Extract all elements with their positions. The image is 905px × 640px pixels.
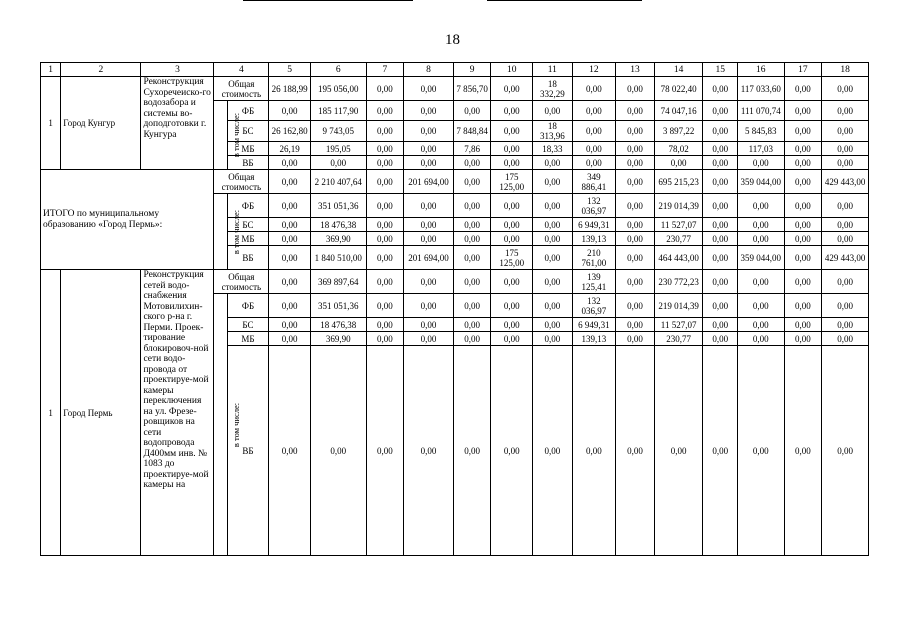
value-cell: 117 033,60 [737,77,784,101]
column-number: 13 [616,63,655,77]
funding-source: МБ [227,142,269,156]
value-cell: 0,00 [703,346,738,556]
value-cell: 0,00 [366,77,404,101]
column-number: 10 [491,63,533,77]
value-cell: 0,00 [616,218,655,232]
value-cell: 0,00 [616,142,655,156]
value-cell: 0,00 [533,318,573,332]
funding-source: ФБ [227,194,269,218]
value-cell: 0,00 [533,232,573,246]
value-cell: 0,00 [784,156,822,170]
value-cell: 0,00 [616,194,655,218]
value-cell: 0,00 [572,77,616,101]
value-cell: 0,00 [572,142,616,156]
value-cell: 0,00 [491,194,533,218]
value-cell: 0,00 [453,194,491,218]
value-cell: 695 215,23 [654,170,703,194]
table-row [41,170,869,194]
value-cell: 369,90 [310,332,366,346]
value-cell: 0,00 [784,77,822,101]
value-cell: 0,00 [616,332,655,346]
value-cell: 2 210 407,64 [310,170,366,194]
value-cell: 0,00 [491,318,533,332]
value-cell: 0,00 [453,332,491,346]
value-cell: 26 162,80 [269,121,311,142]
value-cell: 18 476,38 [310,218,366,232]
value-cell: 0,00 [366,101,404,121]
value-cell: 0,00 [366,332,404,346]
budget-table [40,62,869,556]
value-cell: 201 694,00 [404,170,454,194]
value-cell: 230,77 [654,232,703,246]
value-cell: 185 117,90 [310,101,366,121]
value-cell: 0,00 [366,294,404,318]
value-cell: 0,00 [616,346,655,556]
value-cell: 0,00 [784,318,822,332]
column-number: 1 [41,63,61,77]
value-cell: 230,77 [654,332,703,346]
value-cell: 0,00 [822,218,869,232]
value-cell: 0,00 [616,270,655,294]
value-cell: 18,33 [533,142,573,156]
value-cell: 78 022,40 [654,77,703,101]
value-cell: 0,00 [491,101,533,121]
value-cell: 0,00 [572,121,616,142]
value-cell: 0,00 [269,194,311,218]
table-row [41,270,869,294]
funding-source: БС [227,121,269,142]
value-cell: 0,00 [533,332,573,346]
value-cell: 0,00 [616,101,655,121]
column-number: 11 [533,63,573,77]
value-cell: 132 036,97 [572,294,616,318]
value-cell: 0,00 [366,121,404,142]
value-cell: 0,00 [822,194,869,218]
value-cell: 139,13 [572,232,616,246]
value-cell: 0,00 [404,194,454,218]
value-cell: 0,00 [737,318,784,332]
value-cell: 0,00 [572,346,616,556]
value-cell: 0,00 [654,346,703,556]
value-cell: 0,00 [737,332,784,346]
column-number: 7 [366,63,404,77]
value-cell: 0,00 [404,101,454,121]
value-cell: 0,00 [703,101,738,121]
funding-source: ФБ [227,101,269,121]
funding-source: ВБ [227,156,269,170]
value-cell: 0,00 [703,170,738,194]
value-cell: 3 897,22 [654,121,703,142]
value-cell: 0,00 [269,270,311,294]
value-cell: 0,00 [654,156,703,170]
value-cell: 0,00 [737,156,784,170]
top-rule-left [243,0,413,1]
value-cell: 0,00 [269,156,311,170]
value-cell: 0,00 [703,156,738,170]
value-cell: 0,00 [616,294,655,318]
value-cell: 0,00 [269,232,311,246]
value-cell: 0,00 [404,232,454,246]
value-cell: 0,00 [366,156,404,170]
value-cell: 11 527,07 [654,318,703,332]
value-cell: 0,00 [784,194,822,218]
including-label [214,101,242,170]
value-cell: 111 070,74 [737,101,784,121]
funding-source: МБ [227,232,269,246]
value-cell: 0,00 [491,332,533,346]
value-cell: 18 476,38 [310,318,366,332]
value-cell: 0,00 [491,232,533,246]
value-cell: 18 313,96 [533,121,573,142]
value-cell: 0,00 [703,142,738,156]
total-cost-label: Общая стоимость [214,170,269,194]
value-cell: 0,00 [703,294,738,318]
column-number: 18 [822,63,869,77]
value-cell: 0,00 [269,218,311,232]
value-cell: 0,00 [491,346,533,556]
value-cell: 0,00 [453,156,491,170]
value-cell: 0,00 [822,346,869,556]
value-cell: 0,00 [366,318,404,332]
value-cell: 0,00 [269,318,311,332]
value-cell: 0,00 [404,156,454,170]
value-cell: 0,00 [404,218,454,232]
value-cell: 0,00 [822,270,869,294]
value-cell: 0,00 [269,332,311,346]
value-cell: 351 051,36 [310,194,366,218]
value-cell: 0,00 [737,270,784,294]
value-cell: 0,00 [737,346,784,556]
value-cell: 0,00 [533,246,573,270]
funding-source: ВБ [227,246,269,270]
value-cell: 0,00 [737,232,784,246]
value-cell: 18 332,29 [533,77,573,101]
value-cell: 0,00 [366,218,404,232]
column-number: 15 [703,63,738,77]
value-cell: 429 443,00 [822,170,869,194]
value-cell: 0,00 [616,121,655,142]
value-cell: 0,00 [453,318,491,332]
value-cell: 0,00 [404,77,454,101]
value-cell: 175 125,00 [491,246,533,270]
project-description: Реконструкция Сухоречеиско-го водозабора и системы во-доподготовки г. Кунгура [141,77,214,170]
row-number: 1 [41,77,61,170]
value-cell: 0,00 [533,294,573,318]
funding-source: БС [227,318,269,332]
value-cell: 0,00 [404,346,454,556]
value-cell: 0,00 [703,77,738,101]
column-number: 16 [737,63,784,77]
value-cell: 0,00 [269,346,311,556]
value-cell: 0,00 [491,270,533,294]
value-cell: 0,00 [616,156,655,170]
value-cell: 0,00 [366,270,404,294]
value-cell: 132 036,97 [572,194,616,218]
value-cell: 0,00 [784,101,822,121]
value-cell: 0,00 [737,294,784,318]
value-cell: 0,00 [822,142,869,156]
value-cell: 201 694,00 [404,246,454,270]
value-cell: 74 047,16 [654,101,703,121]
value-cell: 0,00 [491,77,533,101]
value-cell: 0,00 [491,294,533,318]
value-cell: 0,00 [453,218,491,232]
value-cell: 0,00 [404,142,454,156]
value-cell: 5 845,83 [737,121,784,142]
value-cell: 349 886,41 [572,170,616,194]
value-cell: 0,00 [404,318,454,332]
value-cell: 0,00 [822,332,869,346]
value-cell: 210 761,00 [572,246,616,270]
value-cell: 0,00 [269,246,311,270]
value-cell: 0,00 [616,318,655,332]
value-cell: 0,00 [703,121,738,142]
value-cell: 0,00 [822,101,869,121]
column-number: 14 [654,63,703,77]
value-cell: 7 848,84 [453,121,491,142]
value-cell: 7 856,70 [453,77,491,101]
value-cell: 175 125,00 [491,170,533,194]
funding-source: МБ [227,332,269,346]
value-cell: 429 443,00 [822,246,869,270]
value-cell: 0,00 [533,218,573,232]
value-cell: 0,00 [453,270,491,294]
column-number: 3 [141,63,214,77]
value-cell: 117,03 [737,142,784,156]
column-number: 9 [453,63,491,77]
page-number: 18 [445,32,460,48]
value-cell: 0,00 [784,121,822,142]
value-cell: 0,00 [703,218,738,232]
value-cell: 0,00 [822,121,869,142]
value-cell: 0,00 [572,156,616,170]
value-cell: 139,13 [572,332,616,346]
value-cell: 0,00 [784,346,822,556]
value-cell: 0,00 [822,77,869,101]
value-cell: 0,00 [404,332,454,346]
value-cell: 1 840 510,00 [310,246,366,270]
value-cell: 0,00 [703,246,738,270]
value-cell: 0,00 [491,121,533,142]
column-number: 8 [404,63,454,77]
value-cell: 0,00 [784,294,822,318]
value-cell: 195,05 [310,142,366,156]
funding-source: ВБ [227,346,269,556]
value-cell: 6 949,31 [572,318,616,332]
value-cell: 0,00 [533,156,573,170]
municipality-name: Город Кунгур [61,77,141,170]
including-text: в том числе: [231,209,242,254]
value-cell: 9 743,05 [310,121,366,142]
value-cell: 0,00 [491,142,533,156]
total-cost-label: Общая стоимость [214,270,269,294]
value-cell: 0,00 [822,294,869,318]
value-cell: 0,00 [366,142,404,156]
value-cell: 195 056,00 [310,77,366,101]
value-cell: 0,00 [822,232,869,246]
value-cell: 0,00 [784,270,822,294]
value-cell: 464 443,00 [654,246,703,270]
value-cell: 0,00 [784,170,822,194]
value-cell: 0,00 [310,156,366,170]
value-cell: 0,00 [703,318,738,332]
value-cell: 11 527,07 [654,218,703,232]
value-cell: 7,86 [453,142,491,156]
total-cost-label: Общая стоимость [214,77,269,101]
value-cell: 230 772,23 [654,270,703,294]
value-cell: 0,00 [616,246,655,270]
value-cell: 0,00 [533,170,573,194]
including-label [214,294,242,556]
value-cell: 0,00 [453,294,491,318]
value-cell: 0,00 [784,232,822,246]
including-label [214,194,242,270]
value-cell: 6 949,31 [572,218,616,232]
value-cell: 0,00 [453,101,491,121]
table-header-row [41,63,869,77]
value-cell: 0,00 [703,270,738,294]
value-cell: 0,00 [269,101,311,121]
value-cell: 0,00 [784,332,822,346]
value-cell: 0,00 [404,270,454,294]
value-cell: 0,00 [822,156,869,170]
value-cell: 0,00 [269,294,311,318]
value-cell: 0,00 [703,232,738,246]
value-cell: 0,00 [737,218,784,232]
value-cell: 0,00 [703,332,738,346]
value-cell: 0,00 [533,101,573,121]
column-number: 12 [572,63,616,77]
value-cell: 0,00 [572,101,616,121]
value-cell: 0,00 [366,194,404,218]
value-cell: 0,00 [404,121,454,142]
column-number: 6 [310,63,366,77]
value-cell: 0,00 [366,170,404,194]
value-cell: 26,19 [269,142,311,156]
value-cell: 351 051,36 [310,294,366,318]
value-cell: 0,00 [784,218,822,232]
value-cell: 0,00 [616,170,655,194]
funding-source: БС [227,218,269,232]
value-cell: 359 044,00 [737,246,784,270]
row-number: 1 [41,270,61,556]
total-title: ИТОГО по муниципальному образованию «Город Пермь»: [41,170,214,270]
value-cell: 0,00 [453,170,491,194]
including-text: в том числе: [231,402,242,447]
value-cell: 369 897,64 [310,270,366,294]
column-number: 2 [61,63,141,77]
value-cell: 0,00 [703,194,738,218]
value-cell: 0,00 [616,232,655,246]
value-cell: 0,00 [616,77,655,101]
value-cell: 0,00 [453,346,491,556]
column-number: 4 [214,63,269,77]
value-cell: 26 188,99 [269,77,311,101]
value-cell: 0,00 [533,194,573,218]
value-cell: 0,00 [784,142,822,156]
including-text: в том числе: [231,112,242,158]
municipality-name: Город Пермь [61,270,141,556]
value-cell: 0,00 [404,294,454,318]
value-cell: 0,00 [310,346,366,556]
value-cell: 219 014,39 [654,294,703,318]
funding-source: ФБ [227,294,269,318]
top-rule-right [487,0,642,1]
value-cell: 369,90 [310,232,366,246]
value-cell: 78,02 [654,142,703,156]
value-cell: 0,00 [737,194,784,218]
project-description: Реконструкция сетей водо-снабжения Мотовилихин-ского р-на г. Перми. Проек-тирование блокировоч-ной сети водо-провода от проектируе-мой камеры переключения на ул. Фрезе-ровщиков на сети водопровода Д400мм инв. № 1083 до проектируе-мой камеры на [141,270,214,556]
table-row [41,77,869,101]
value-cell: 0,00 [533,270,573,294]
value-cell: 0,00 [366,246,404,270]
value-cell: 359 044,00 [737,170,784,194]
value-cell: 0,00 [491,156,533,170]
value-cell: 0,00 [453,232,491,246]
column-number: 17 [784,63,822,77]
value-cell: 0,00 [269,170,311,194]
value-cell: 219 014,39 [654,194,703,218]
value-cell: 0,00 [491,218,533,232]
value-cell: 0,00 [453,246,491,270]
value-cell: 139 125,41 [572,270,616,294]
value-cell: 0,00 [822,318,869,332]
column-number: 5 [269,63,311,77]
value-cell: 0,00 [366,346,404,556]
value-cell: 0,00 [366,232,404,246]
value-cell: 0,00 [533,346,573,556]
value-cell: 0,00 [784,246,822,270]
